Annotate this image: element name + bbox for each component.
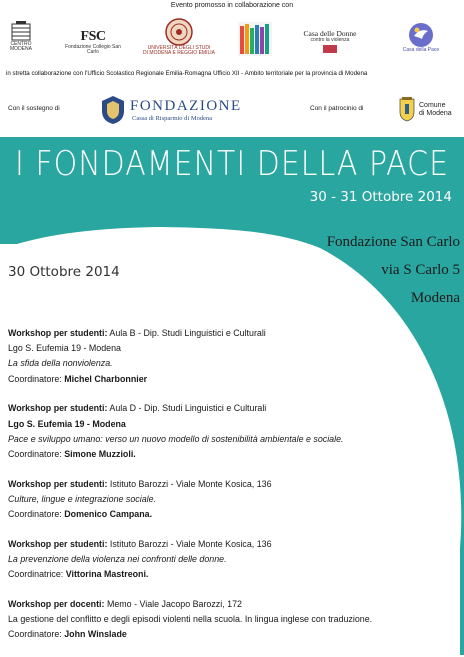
promo-text: Evento promosso in collaborazione con [170,2,294,9]
entry-coordinator: Simone Muzzioli. [64,448,136,459]
fondazione-sub: Cassa di Risparmio di Modena [132,115,213,122]
program-entry [8,401,458,462]
patronage-label: Con il patrocinio di [310,105,364,112]
venue-name: Fondazione San Carlo [326,234,460,250]
entry-title: La sfida della nonviolenza. [8,358,113,369]
comune-line1: Comune [419,102,446,109]
entry-type: Workshop per docenti: [8,598,105,609]
program-entry [8,477,458,523]
entry-location: Aula B - Dip. Studi Linguistici e Culturali [107,328,266,338]
entry-address: Lgo S. Eufemia 19 - Modena [8,418,126,429]
entry-coordinator-label: Coordinatore: [8,373,65,384]
support-label: Con il sostegno di [8,105,60,112]
program-entry [8,537,458,583]
fondazione-name: FONDAZIONE [130,98,242,114]
entry-title: Culture, lingue e integrazione sociale. [8,493,157,504]
venue-street: via S Carlo 5 [381,262,460,278]
logo-fsc: FSC Fondazione Collegio San Carlo [65,28,121,55]
program-entry [8,597,458,643]
entry-coordinator: Vittorina Mastreoni. [65,569,149,580]
venue-hall: Sala del Teatro [152,227,239,243]
collaboration-text: in stretta collaborazione con l'Ufficio Scolastico Regionale Emilia-Romagna Ufficio XII - Ambito territoriale per la provincia di Modena [6,70,368,77]
program-entry [8,326,458,387]
logo-centro: CENTRO MODENA [8,18,34,54]
venue-address [327,228,460,312]
logo-unimore: UNIVERSITÀ DEGLI STUDI DI MODENA E REGGIO EMILIA [140,14,218,60]
logo-casa-della-pace: Casa della Pace [392,18,450,58]
entry-type: Workshop per studenti: [8,328,108,338]
venue-city: Modena [410,290,460,306]
entry-coordinator: John Winslade [64,629,127,640]
entry-coordinator-label: Coordinatore: [8,448,65,459]
entry-location: Istituto Barozzi - Viale Monte Kosica, 136 [107,478,272,489]
program-list [8,326,458,657]
logo-casa-delle-donne: Casa delle Donne contro la violenza [290,24,370,58]
entry-coordinator: Domenico Campana. [64,509,153,520]
entry-coordinator-label: Coordinatore: [8,509,65,520]
comune-line2: di Modena [419,110,452,117]
entry-coordinator: Michel Charbonnier [64,373,148,384]
event-title: I FONDAMENTI DELLA PACE [14,144,450,185]
entry-type: Workshop per studenti: [8,403,108,414]
fsc-wordmark: FSC [80,28,106,44]
entry-coordinator-label: Coordinatrice: [8,569,66,580]
entry-location: Istituto Barozzi - Viale Monte Kosica, 136 [107,538,272,549]
entry-title: Pace e sviluppo umano: verso un nuovo modello di sostenibilità ambientale e sociale. [8,433,344,444]
entry-address: Lgo S. Eufemia 19 - Modena [8,343,121,354]
entry-location: Memo - Viale Jacopo Barozzi, 172 [104,598,242,609]
event-dates: 30 - 31 Ottobre 2014 [309,189,452,205]
entry-title: La prevenzione della violenza nei confronti delle donne. [8,553,227,564]
entry-type: Workshop per studenti: [8,478,108,489]
day-heading: 30 Ottobre 2014 [8,264,120,280]
entry-location: Aula D - Dip. Studi Linguistici e Culturali [107,403,267,414]
entry-type: Workshop per studenti: [8,538,108,549]
entry-coordinator-label: Coordinatore: [8,629,65,640]
entry-title: La gestione del conflitto e degli episodi violenti nella scuola. In lingua inglese con traduzione. [8,614,373,625]
